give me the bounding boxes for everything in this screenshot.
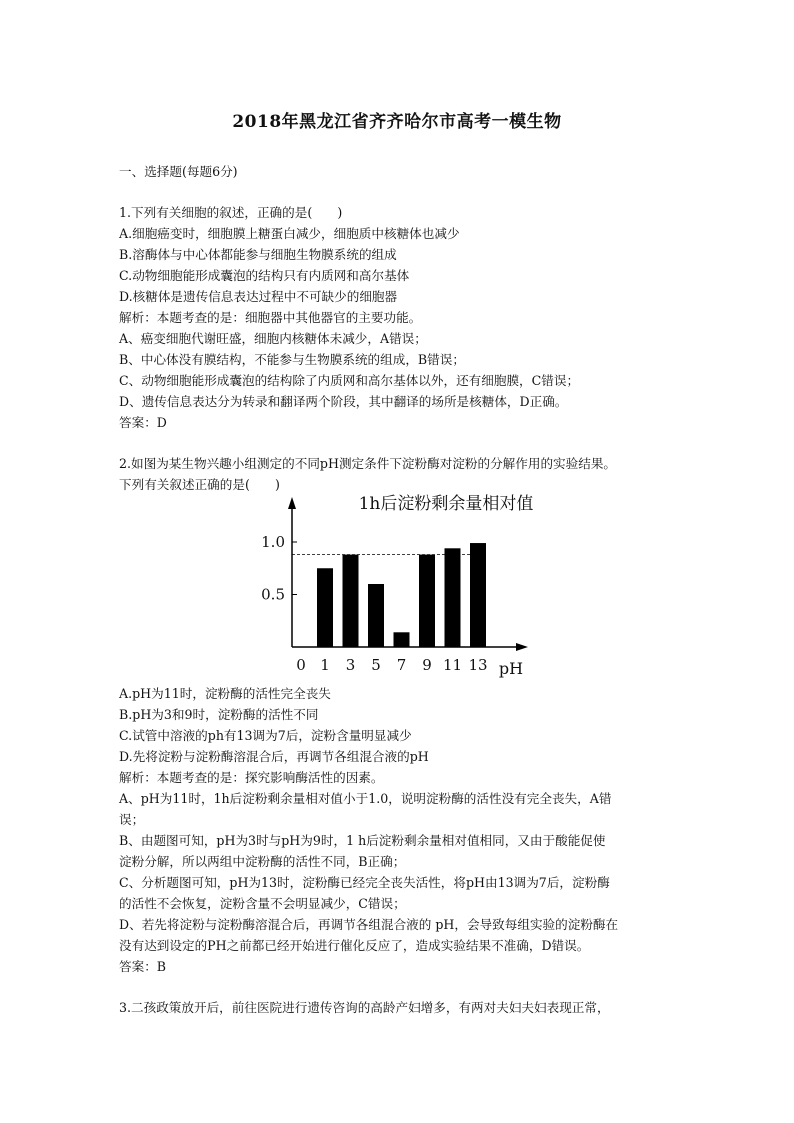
bar-ph-9 — [419, 555, 435, 647]
q2-option-b: B.pH为3和9时，淀粉酶的活性不同 — [119, 707, 319, 722]
bar-ph-3 — [343, 555, 359, 647]
q1-option-d: D.核糖体是遗传信息表达过程中不可缺少的细胞器 — [119, 289, 398, 304]
section-heading: 一、选择题(每题6分) — [119, 164, 238, 179]
q2-analysis-line: 误； — [119, 812, 145, 827]
q2-analysis-line: B、由题图可知，pH为3时与pH为9时，1 h后淀粉剩余量相对值相同，又由于酸能促使 — [119, 833, 606, 848]
x-tick-label: 11 — [442, 656, 463, 674]
q2-analysis-line: 没有达到设定的PH之前都已经开始进行催化反应了，造成实验结果不准确，D错误。 — [119, 938, 590, 953]
q2-option-d: D.先将淀粉与淀粉酶溶混合后，再调节各组混合液的pH — [119, 749, 429, 764]
q1-option-a: A.细胞癌变时，细胞膜上糖蛋白减少，细胞质中核糖体也减少 — [119, 226, 460, 241]
q2-option-a: A.pH为11时，淀粉酶的活性完全丧失 — [119, 686, 331, 701]
q1-analysis-line: 解析：本题考查的是：细胞器中其他器官的主要功能。 — [119, 310, 422, 325]
q1-analysis-line: D、遗传信息表达分为转录和翻译两个阶段，其中翻译的场所是核糖体，D正确。 — [119, 394, 568, 409]
q1-option-b: B.溶酶体与中心体都能参与细胞生物膜系统的组成 — [119, 247, 397, 262]
x-tick-label: 1 — [320, 656, 330, 674]
chart-title: 1h后淀粉剩余量相对值 — [358, 494, 534, 514]
x-tick-label: 3 — [345, 656, 356, 674]
bar-ph-5 — [368, 584, 384, 647]
y-tick-label: 0.5 — [261, 585, 285, 604]
q2-analysis-line: D、若先将淀粉与淀粉酶溶混合后，再调节各组混合液的 pH，会导致每组实验的淀粉酶在 — [119, 917, 619, 932]
q1-option-c: C.动物细胞能形成囊泡的结构只有内质网和高尔基体 — [119, 268, 410, 283]
bar-chart — [258, 487, 538, 682]
q2-stem: 下列有关叙述正确的是( ) — [119, 477, 280, 492]
q2-analysis-line: 解析：本题考查的是：探究影响酶活性的因素。 — [119, 770, 384, 785]
x-origin-label: 0 — [296, 656, 306, 674]
x-tick-label: 7 — [396, 656, 407, 674]
q3-stem: 3.二孩政策放开后，前往医院进行遗传咨询的高龄产妇增多，有两对夫妇夫妇表现正常， — [119, 1000, 610, 1015]
q1-stem: 1.下列有关细胞的叙述，正确的是( ) — [119, 205, 343, 220]
page-title: 2018年黑龙江省齐齐哈尔市高考一模生物 — [232, 112, 562, 132]
bar-ph-11 — [445, 548, 461, 647]
x-axis-label: pH — [498, 659, 524, 678]
q1-analysis-line: C、动物细胞能形成囊泡的结构除了内质网和高尔基体以外，还有细胞膜，C错误； — [119, 373, 580, 388]
bar-ph-7 — [394, 632, 410, 647]
q1-analysis-line: B、中心体没有膜结构，不能参与生物膜系统的组成，B错误； — [119, 352, 465, 367]
q1-analysis-line: A、癌变细胞代谢旺盛，细胞内核糖体未减少，A错误； — [119, 331, 427, 346]
x-tick-label: 9 — [422, 656, 432, 674]
bar-ph-13 — [470, 543, 486, 647]
x-axis-arrow — [516, 643, 528, 651]
q2-analysis-line: 淀粉分解，所以两组中淀粉酶的活性不同，B正确； — [119, 854, 406, 869]
q2-answer: 答案：B — [119, 959, 167, 974]
q2-analysis-line: A、pH为11时，1h后淀粉剩余量相对值小于1.0，说明淀粉酶的活性没有完全丧失，A错 — [119, 791, 612, 806]
q2-analysis-line: C、分析题图可知，pH为13时，淀粉酶已经完全丧失活性，将pH由13调为7后，淀粉酶 — [119, 875, 610, 890]
chart-svg — [258, 487, 538, 682]
q2-option-c: C.试管中溶液的ph有13调为7后，淀粉含量明显减少 — [119, 728, 412, 743]
q2-stem: 2.如图为某生物兴趣小组测定的不同pH测定条件下淀粉酶对淀粉的分解作用的实验结果。 — [119, 456, 617, 471]
y-axis-arrow — [288, 497, 296, 509]
x-tick-label: 13 — [468, 656, 488, 674]
x-tick-label: 5 — [371, 656, 381, 674]
q1-answer: 答案：D — [119, 415, 167, 430]
q2-analysis-line: 的活性不会恢复，淀粉含量不会明显减少，C错误； — [119, 896, 406, 911]
bar-ph-1 — [317, 568, 333, 647]
y-tick-label: 1.0 — [261, 533, 285, 551]
